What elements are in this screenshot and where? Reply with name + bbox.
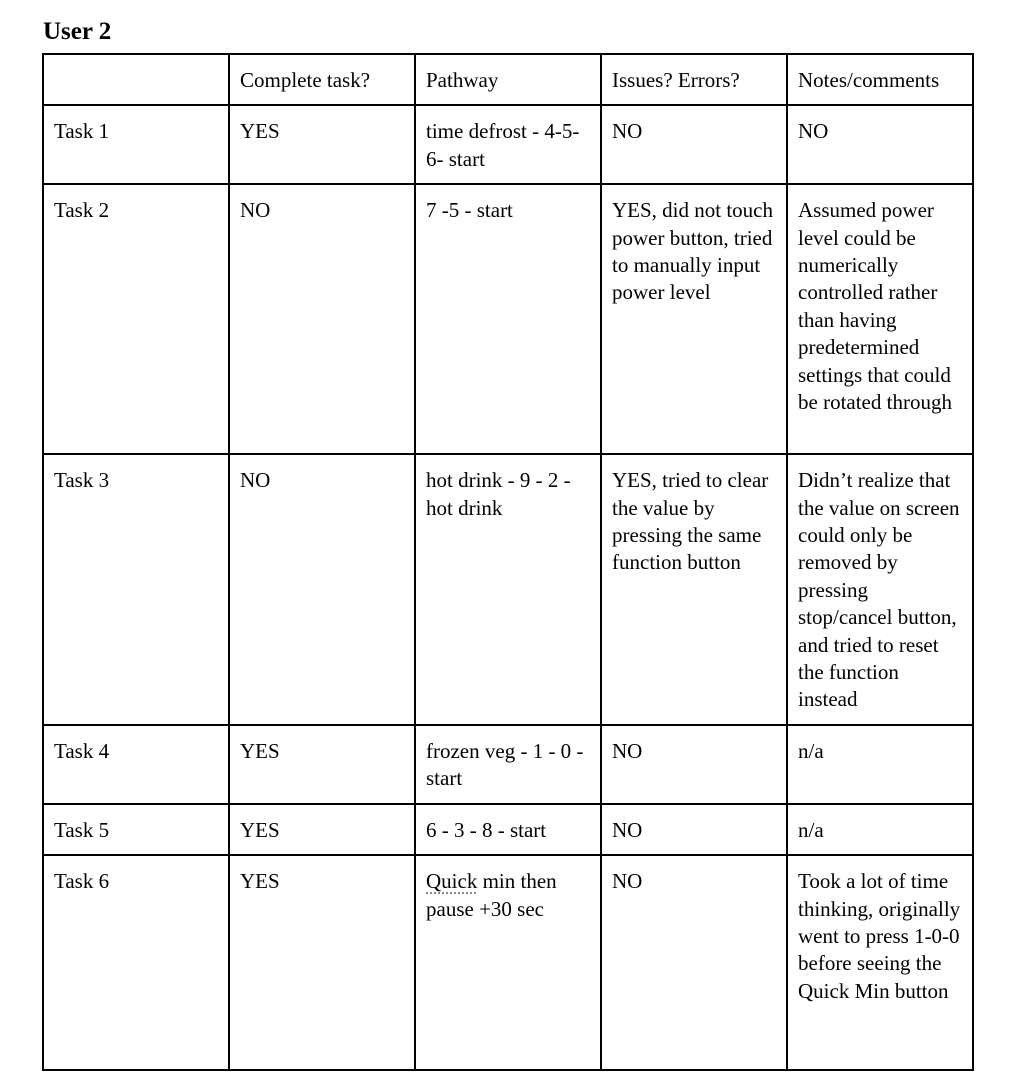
table-row	[43, 725, 973, 804]
pathway-cell	[415, 855, 601, 1070]
table-header-row	[43, 54, 973, 105]
results-table	[42, 53, 974, 1071]
notes-cell: NO	[787, 105, 973, 184]
task-label-cell: Task 3	[43, 454, 229, 725]
notes-cell: Took a lot of time thinking, originally went to press 1-0-0 before seeing the Quick Min button	[787, 855, 973, 1070]
column-header-issues: Issues? Errors?	[601, 54, 787, 105]
table-row	[43, 105, 973, 184]
notes-cell: Assumed power level could be numerically controlled rather than having predetermined settings that could be rotated through	[787, 184, 973, 454]
issues-cell: NO	[601, 804, 787, 855]
table-row	[43, 184, 973, 454]
complete-cell: YES	[229, 105, 415, 184]
issues-cell: NO	[601, 725, 787, 804]
task-label-cell: Task 6	[43, 855, 229, 1070]
complete-cell: YES	[229, 804, 415, 855]
pathway-text: min then pause +30 sec	[426, 869, 557, 921]
task-label-cell: Task 4	[43, 725, 229, 804]
task-label-cell: Task 2	[43, 184, 229, 454]
column-header-task	[43, 54, 229, 105]
pathway-cell: time defrost - 4-5-6- start	[415, 105, 601, 184]
pathway-cell: frozen veg - 1 - 0 - start	[415, 725, 601, 804]
issues-cell: NO	[601, 105, 787, 184]
notes-cell: n/a	[787, 725, 973, 804]
table-row	[43, 855, 973, 1070]
issues-cell: YES, did not touch power button, tried to manually input power level	[601, 184, 787, 454]
task-label-cell: Task 1	[43, 105, 229, 184]
page-title: User 2	[43, 18, 112, 45]
task-label-cell: Task 5	[43, 804, 229, 855]
column-header-notes: Notes/comments	[787, 54, 973, 105]
table-row	[43, 804, 973, 855]
pathway-cell: 7 -5 - start	[415, 184, 601, 454]
issues-cell: NO	[601, 855, 787, 1070]
issues-cell: YES, tried to clear the value by pressing the same function button	[601, 454, 787, 725]
notes-cell: n/a	[787, 804, 973, 855]
complete-cell: NO	[229, 454, 415, 725]
table-row	[43, 454, 973, 725]
pathway-cell: 6 - 3 - 8 - start	[415, 804, 601, 855]
complete-cell: YES	[229, 855, 415, 1070]
spellcheck-flagged-word[interactable]: Quick	[426, 869, 478, 894]
column-header-complete: Complete task?	[229, 54, 415, 105]
complete-cell: NO	[229, 184, 415, 454]
notes-cell: Didn’t realize that the value on screen could only be removed by pressing stop/cancel button, and tried to reset the function instead	[787, 454, 973, 725]
pathway-cell: hot drink - 9 - 2 - hot drink	[415, 454, 601, 725]
complete-cell: YES	[229, 725, 415, 804]
column-header-pathway: Pathway	[415, 54, 601, 105]
